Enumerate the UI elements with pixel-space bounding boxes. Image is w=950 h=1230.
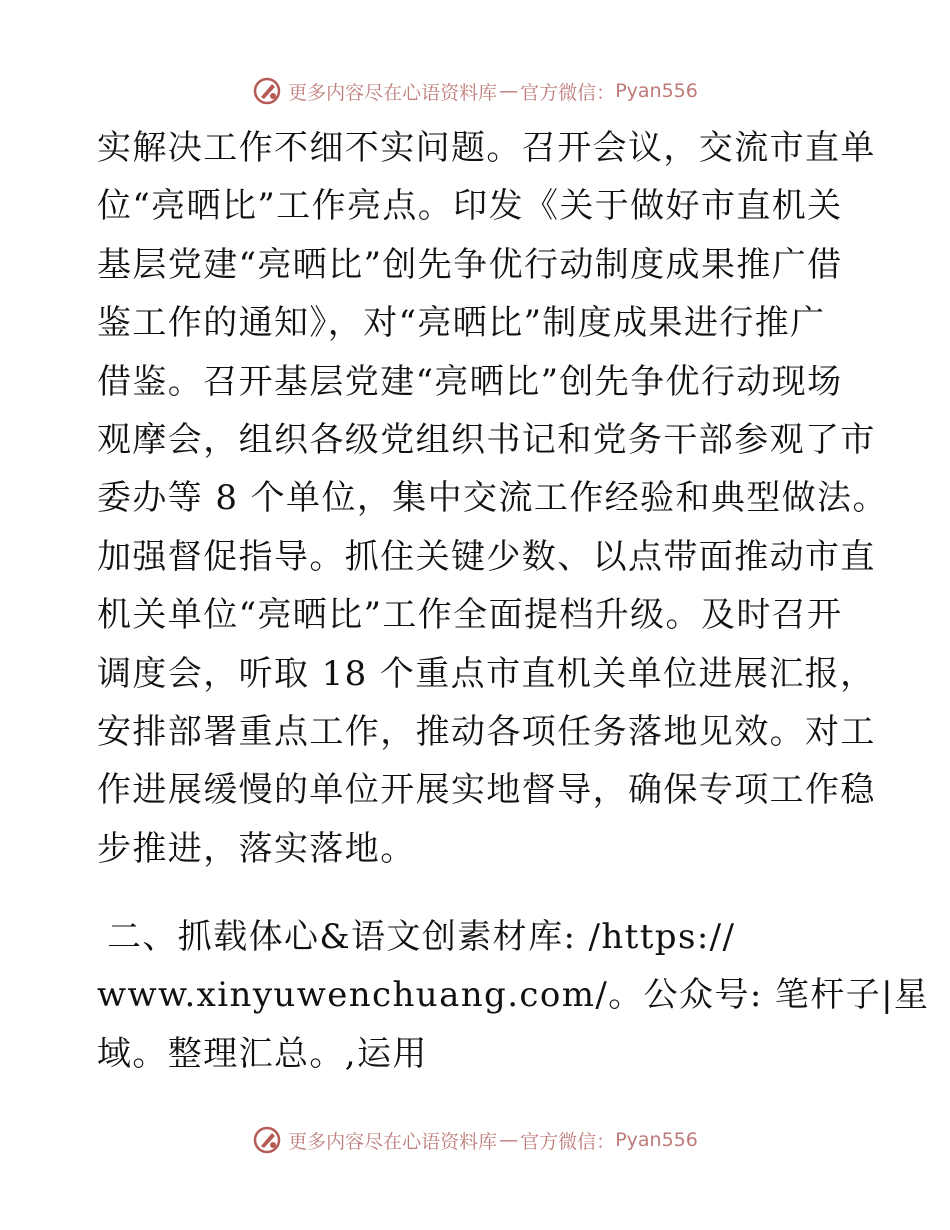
pen-seal-logo-icon — [252, 1125, 282, 1155]
watermark-site-text: 更多内容尽在心语资料库 — [288, 81, 498, 104]
paragraph-2 — [97, 908, 930, 1083]
paragraph-gap — [97, 878, 857, 908]
header-watermark-banner — [0, 71, 950, 111]
footer-watermark-banner — [0, 1120, 950, 1160]
pen-seal-logo-icon — [252, 76, 282, 106]
text-line: 观摩会，组织各级党组织书记和党务干部参观了市 — [97, 419, 876, 460]
watermark-separator: — — [499, 80, 519, 102]
text-line: 鉴工作的通知》，对“亮晒比”制度成果进行推广 — [97, 303, 826, 344]
text-line: 位“亮晒比”工作亮点。印发《关于做好市直机关 — [97, 186, 843, 227]
document-body — [97, 119, 930, 1083]
text-line: 安排部署重点工作，推动各项任务落地见效。对工 — [97, 711, 876, 752]
text-line: 实解决工作不细不实问题。召开会议，交流市直单 — [97, 128, 876, 168]
watermark-wechat-label: 官方微信： — [520, 81, 616, 104]
text-line: 机关单位“亮晒比”工作全面提档升级。及时召开 — [97, 595, 843, 636]
text-line: 借鉴。召开基层党建“亮晒比”创先争优行动现场 — [97, 361, 843, 402]
section-heading-line: 二、抓载体心&语文创素材库: /https:// — [107, 917, 736, 958]
text-line: 步推进，落实落地。 — [97, 828, 416, 869]
text-line: 加强督促指导。抓住关键少数、以点带面推动市直 — [97, 536, 876, 577]
watermark-site-text: 更多内容尽在心语资料库 — [288, 1130, 498, 1153]
watermark-wechat-label: 官方微信： — [520, 1130, 616, 1153]
watermark-wechat-id: Pyan556 — [615, 1129, 698, 1151]
text-line: 委办等 8 个单位，集中交流工作经验和典型做法。 — [97, 478, 888, 519]
text-line: 域。整理汇总。,运用 — [97, 1033, 428, 1074]
text-line: 基层党建“亮晒比”创先争优行动制度成果推广借 — [97, 244, 843, 285]
paragraph-1 — [97, 119, 888, 878]
text-line: 作进展缓慢的单位开展实地督导，确保专项工作稳 — [97, 770, 876, 811]
watermark-separator: — — [499, 1129, 519, 1151]
watermark-wechat-id: Pyan556 — [615, 80, 698, 102]
text-line: www.xinyuwenchuang.com/。公众号: 笔杆子|星 — [97, 975, 930, 1016]
text-line: 调度会，听取 18 个重点市直机关单位进展汇报， — [97, 653, 876, 694]
